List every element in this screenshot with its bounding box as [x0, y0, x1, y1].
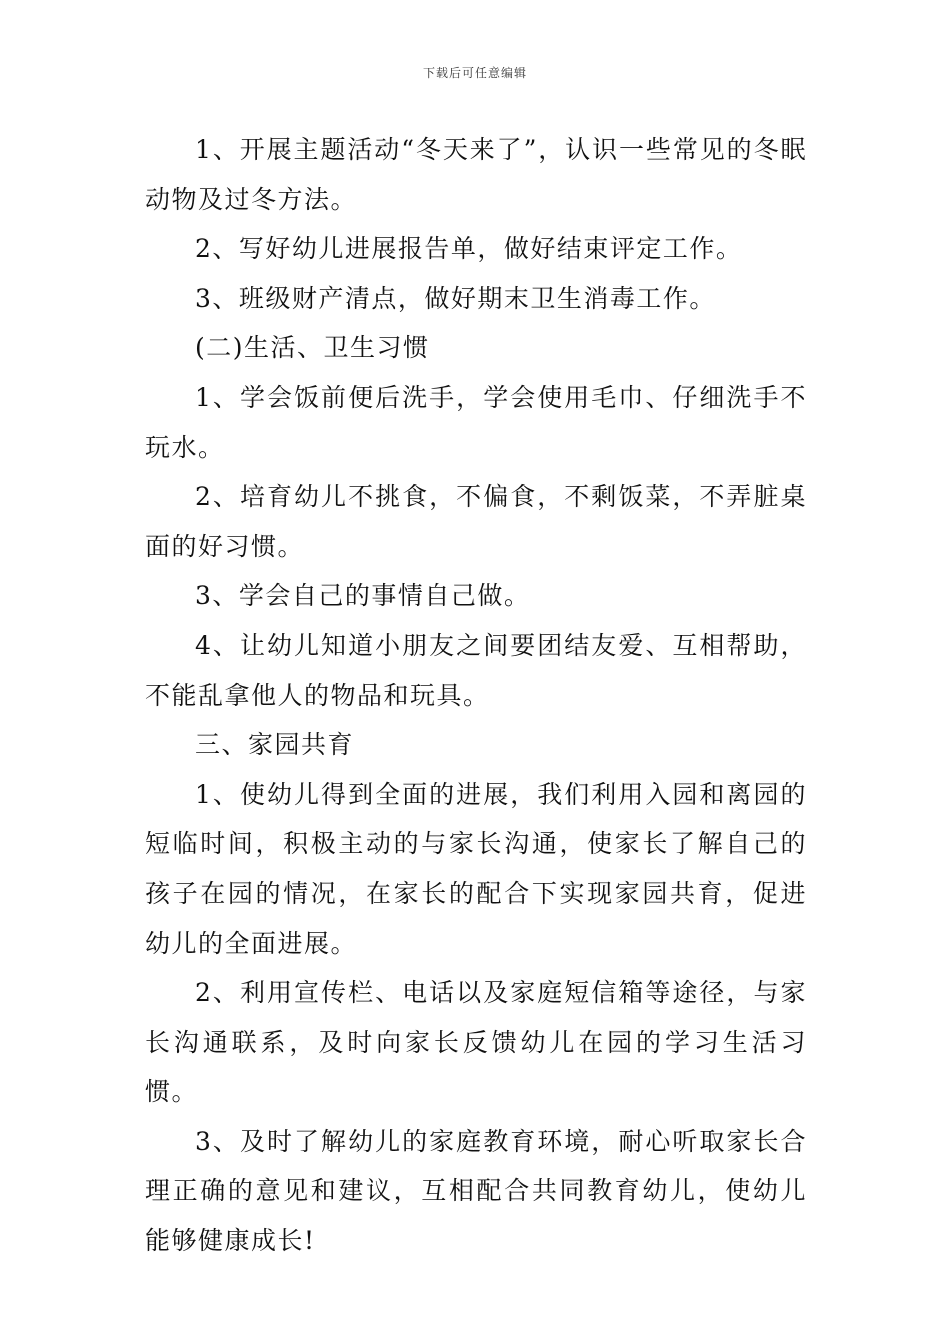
item-winter-theme: 1、开展主题活动“冬天来了”，认识一些常见的冬眠动物及过冬方法。 [145, 135, 807, 214]
item-eating-habits: 2、培育幼儿不挑食，不偏食，不剩饭菜，不弄脏桌面的好习惯。 [145, 482, 807, 561]
item-self-reliance: 3、学会自己的事情自己做。 [195, 581, 531, 611]
header-note: 下载后可任意编辑 [422, 66, 527, 80]
item-hand-washing: 1、学会饭前便后洗手，学会使用毛巾、仔细洗手不玩水。 [145, 382, 807, 462]
section-heading-home-school: 三、家园共育 [195, 730, 355, 760]
item-friendship: 4、让幼儿知道小朋友之间要团结友爱、互相帮助，不能乱拿他人的物品和玩具。 [145, 630, 807, 710]
item-family-education: 3、及时了解幼儿的家庭教育环境，耐心听取家长合理正确的意见和建议，互相配合共同教育幼儿，使幼儿能够健康成长! [145, 1126, 807, 1256]
document-body [145, 125, 807, 1266]
section-heading-habits: (二)生活、卫生习惯 [195, 333, 430, 363]
item-property-check: 3、班级财产清点，做好期末卫生消毒工作。 [195, 283, 716, 313]
item-parent-communication: 1、使幼儿得到全面的进展，我们利用入园和离园的短临时间，积极主动的与家长沟通，使家长了解自己的孩子在园的情况，在家长的配合下实现家园共育，促进幼儿的全面进展。 [145, 779, 807, 958]
item-bulletin-channels: 2、利用宣传栏、电话以及家庭短信箱等途径，与家长沟通联系，及时向家长反馈幼儿在园的学习生活习惯。 [145, 978, 807, 1107]
item-progress-report: 2、写好幼儿进展报告单，做好结束评定工作。 [195, 234, 743, 264]
